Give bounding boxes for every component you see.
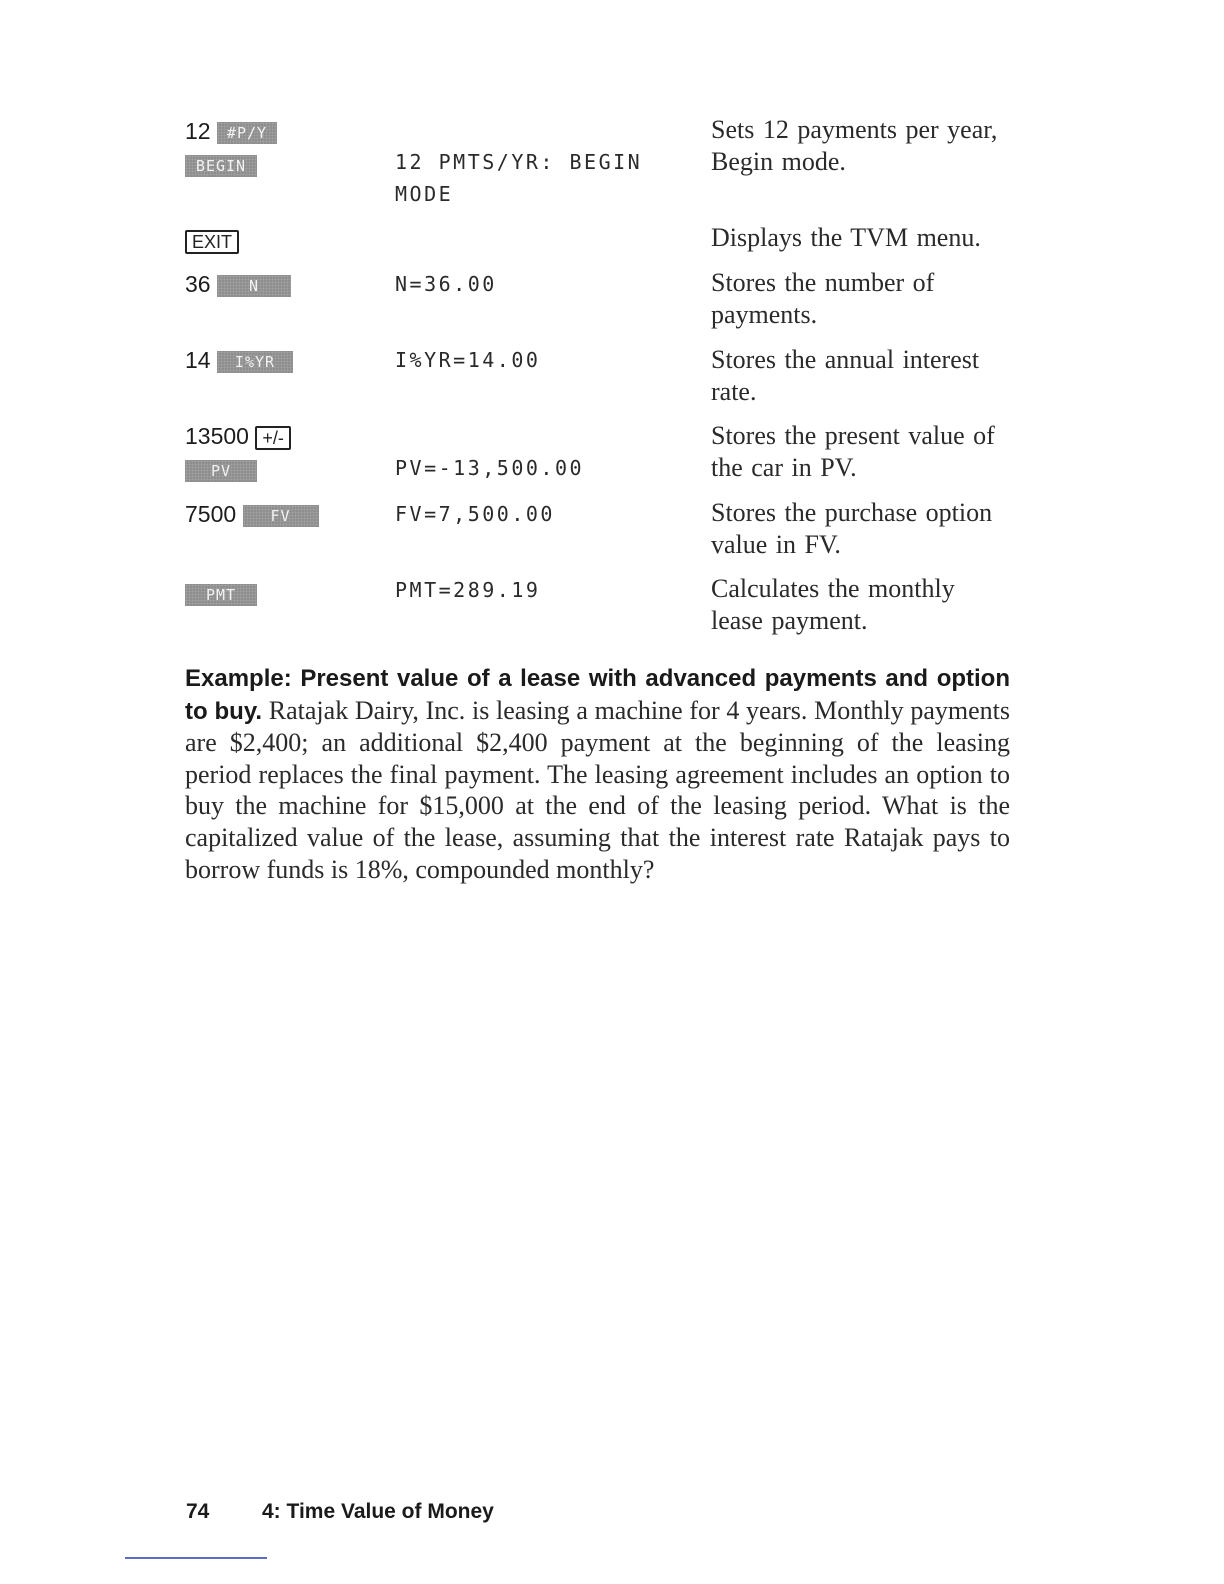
- step-6-number: 7500: [185, 501, 237, 527]
- step-1-display-line-2: MODE: [395, 182, 454, 206]
- softkey-fv[interactable]: FV: [243, 505, 319, 527]
- step-1-description: Sets 12 payments per year, Begin mode.: [711, 115, 998, 176]
- step-4-number: 14: [185, 347, 211, 373]
- step-5-number: 13500: [185, 423, 249, 449]
- step-2-keys: [185, 225, 239, 255]
- softkey-i-yr[interactable]: I%YR: [217, 351, 293, 373]
- step-4-display: I%YR=14.00: [395, 348, 541, 372]
- page-number: 74: [186, 1500, 210, 1523]
- step-6-display: FV=7,500.00: [395, 502, 555, 526]
- step-6-keys: [185, 499, 319, 529]
- exit-key[interactable]: EXIT: [185, 230, 239, 254]
- softkey-n[interactable]: N: [217, 275, 291, 297]
- softkey-pv[interactable]: PV: [185, 460, 257, 482]
- step-1-keys: [185, 116, 277, 146]
- step-5-keys: [185, 421, 291, 451]
- footer-rule: [125, 1557, 267, 1559]
- step-1-number: 12: [185, 118, 211, 144]
- step-1-display-line-1: 12 PMTS/YR: BEGIN: [395, 150, 643, 174]
- softkey-pmts-per-year[interactable]: #P/Y: [217, 122, 277, 144]
- step-3-number: 36: [185, 271, 211, 297]
- chapter-title: 4: Time Value of Money: [262, 1500, 494, 1523]
- step-3-keys: [185, 269, 291, 299]
- step-4-description: Stores the annual interest rate.: [711, 345, 980, 406]
- example-body: Ratajak Dairy, Inc. is leasing a machine for 4 years. Monthly payments are $2,400; an additional $2,400 payment at the beginning of the leasing period replaces the final payment. The leasing agreement includes an option to buy the machine for $15,000 at the end of the leasing period. What is the capitalized value of the lease, assuming that the interest rate Ratajak pays to borrow funds is 18%, compounded monthly?: [185, 695, 1011, 884]
- step-5-description: Stores the present value of the car in PV.: [711, 421, 995, 482]
- step-7-keys: [185, 578, 257, 608]
- step-4-keys: [185, 345, 293, 375]
- step-7-description: Calculates the monthly lease payment.: [711, 574, 955, 635]
- change-sign-key[interactable]: +/-: [255, 426, 291, 450]
- step-3-description: Stores the number of payments.: [711, 268, 935, 329]
- step-5-keys-2: [185, 454, 257, 484]
- step-2-description: Displays the TVM menu.: [711, 223, 981, 252]
- step-5-display: PV=-13,500.00: [395, 456, 585, 480]
- softkey-pmt[interactable]: PMT: [185, 584, 257, 606]
- softkey-begin[interactable]: BEGIN: [185, 155, 257, 177]
- example-heading: Example: Present value of a lease with advanced payments and option to buy.: [185, 665, 1010, 725]
- step-6-description: Stores the purchase option value in FV.: [711, 498, 993, 559]
- step-7-display: PMT=289.19: [395, 578, 541, 602]
- example-paragraph: [185, 662, 1010, 885]
- step-3-display: N=36.00: [395, 272, 497, 296]
- step-1-keys-2: [185, 149, 257, 179]
